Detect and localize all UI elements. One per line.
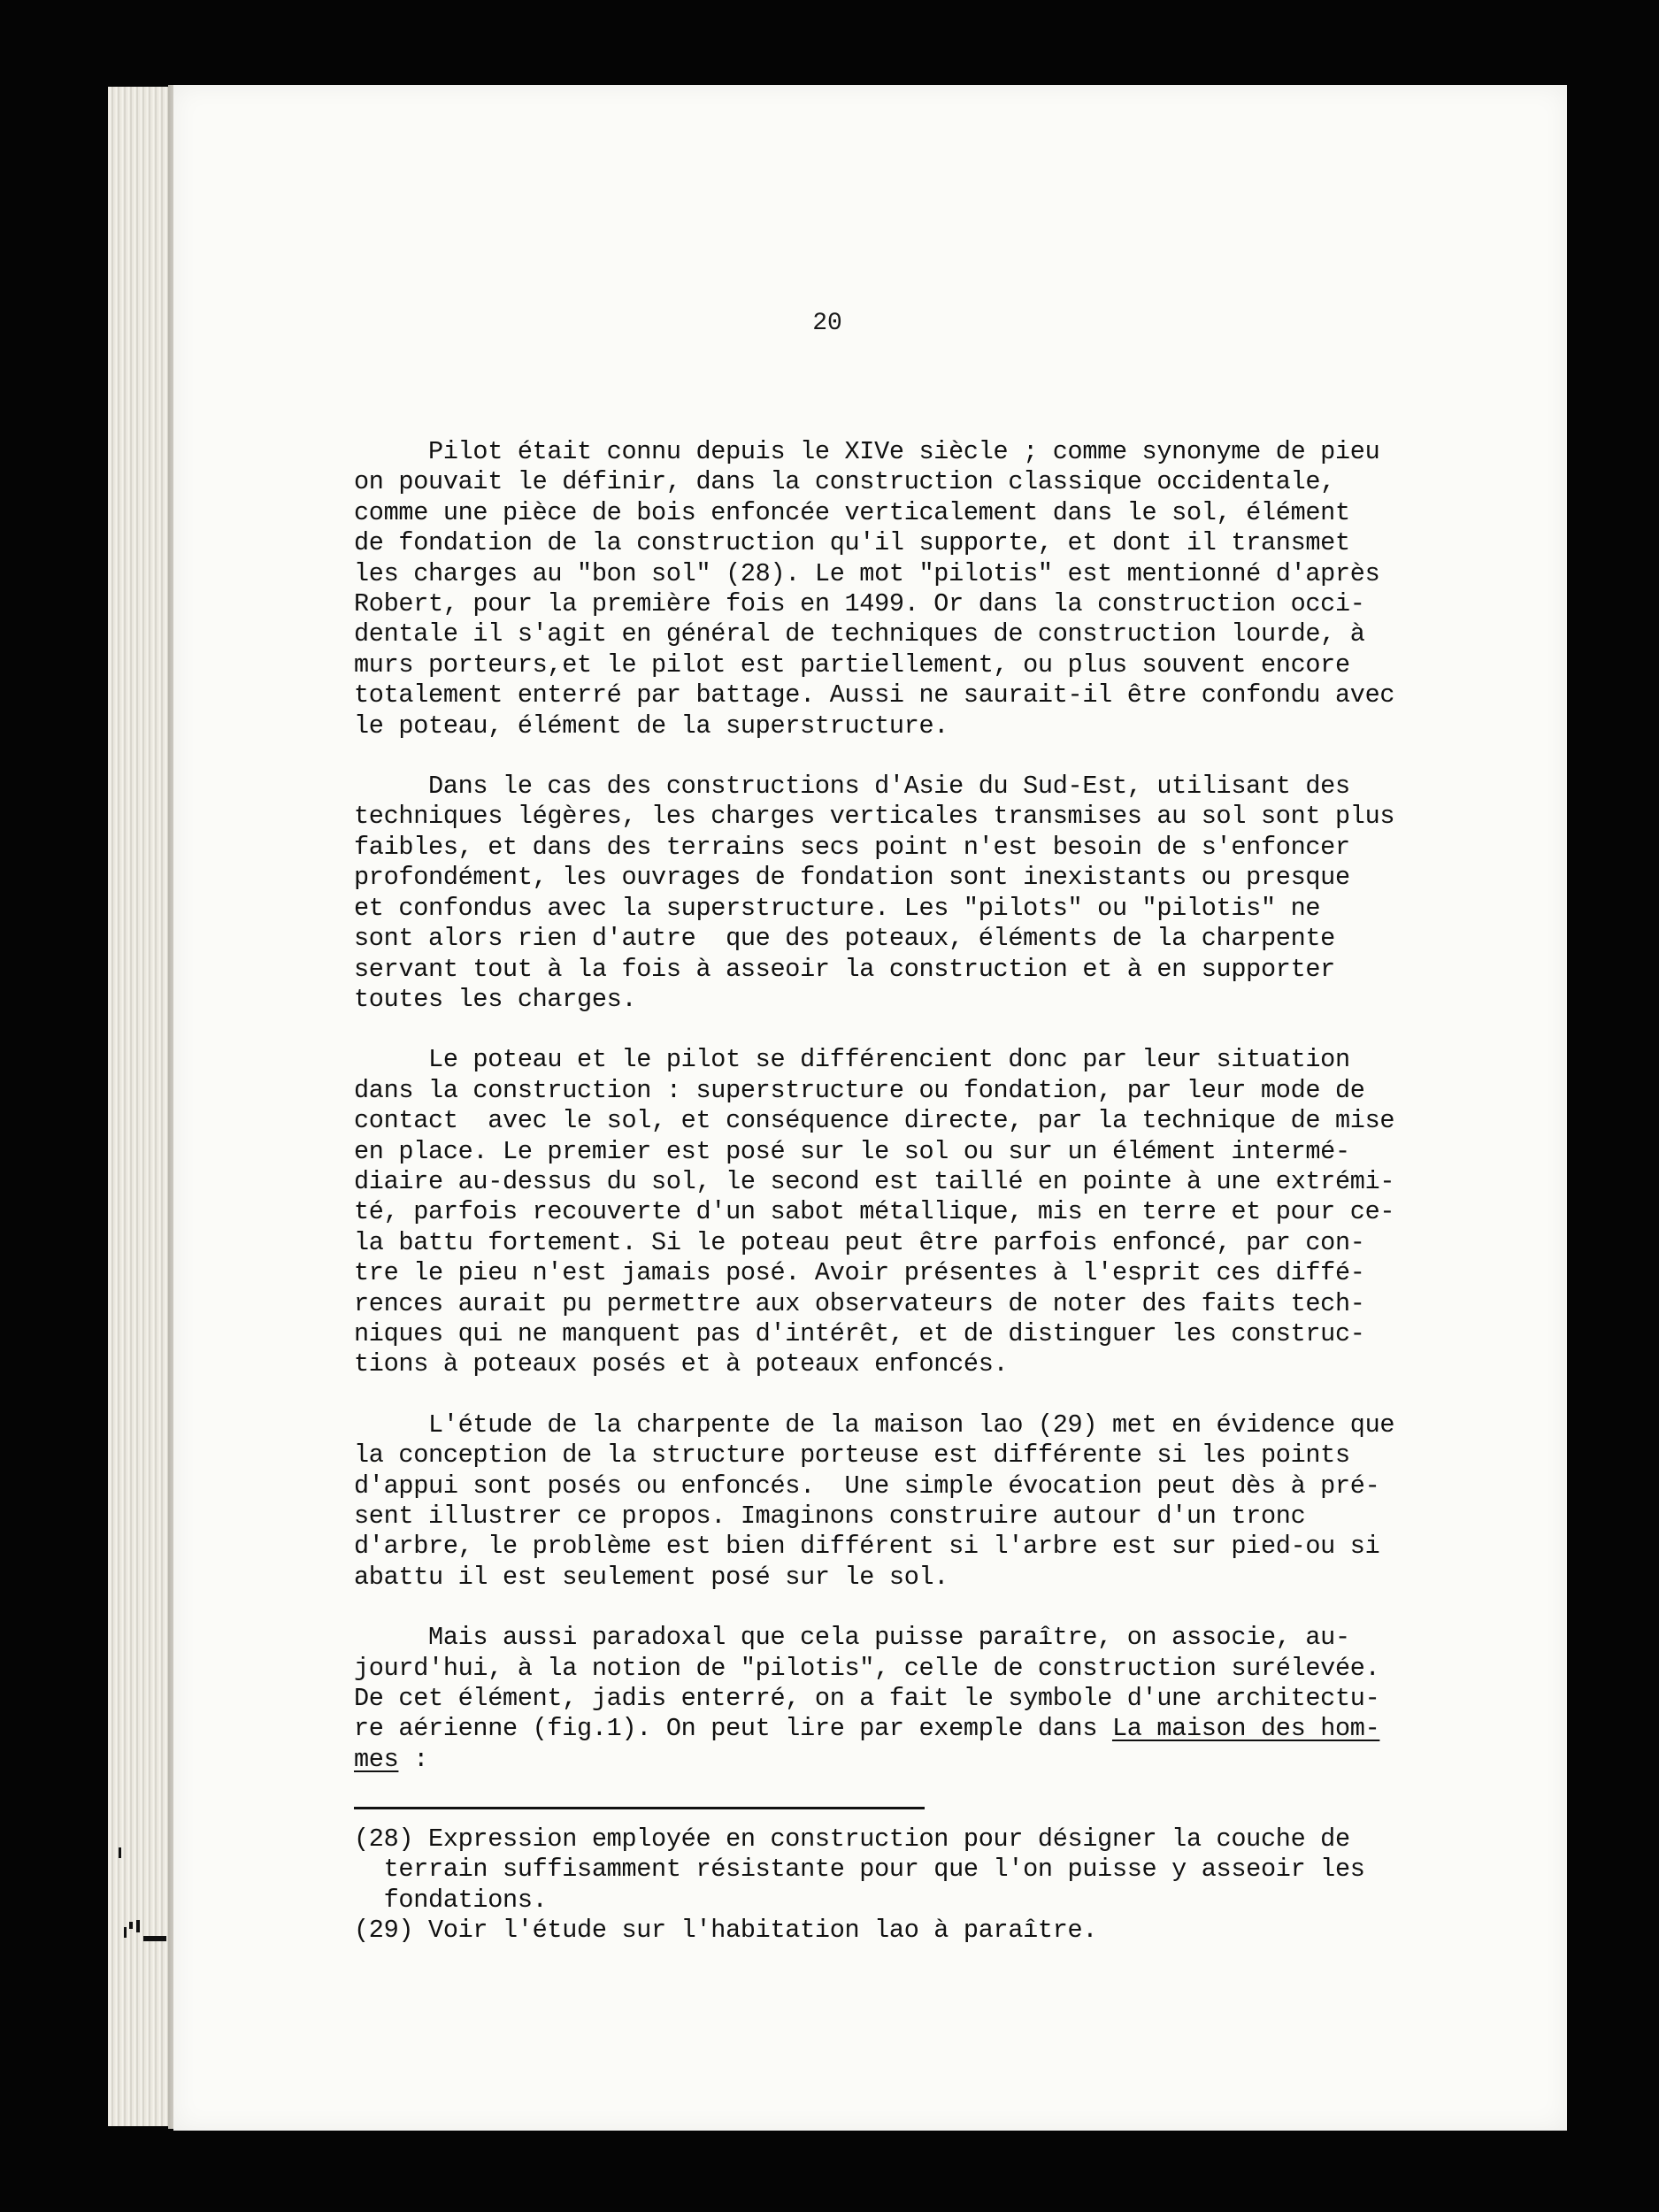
text-line <box>354 1745 1478 1775</box>
text-line: Pilot était connu depuis le XIVe siècle ; comme synonyme de pieu <box>354 437 1380 466</box>
text-line <box>354 1714 1478 1744</box>
text-line: dans la construction : superstructure ou fondation, par leur mode de <box>354 1075 1365 1105</box>
text-line: tions à poteaux posés et à poteaux enfoncés. <box>354 1349 1009 1379</box>
text-line: en place. Le premier est posé sur le sol ou sur un élément intermé- <box>354 1136 1350 1166</box>
footnote-line: terrain suffisamment résistante pour que l'on puisse y asseoir les <box>354 1855 1365 1885</box>
footnote-line: (29) Voir l'étude sur l'habitation lao à paraître. <box>354 1916 1098 1946</box>
footnote-separator <box>354 1807 925 1809</box>
body-text <box>354 437 1478 1805</box>
text-line: toutes les charges. <box>354 984 637 1014</box>
text-line: comme une pièce de bois enfoncée verticalement dans le sol, élément <box>354 497 1350 527</box>
text-line: la battu fortement. Si le poteau peut être parfois enfoncé, par con- <box>354 1227 1365 1257</box>
footnotes <box>354 1824 1478 1947</box>
text-line: diaire au-dessus du sol, le second est taillé en pointe à une extrémi- <box>354 1166 1395 1196</box>
text-line: sent illustrer ce propos. Imaginons construire autour d'un tronc <box>354 1502 1306 1531</box>
text-line: abattu il est seulement posé sur le sol. <box>354 1562 949 1592</box>
footnote-line: fondations. <box>354 1885 548 1915</box>
text-line: et confondus avec la superstructure. Les "pilots" ou "pilotis" ne <box>354 893 1321 923</box>
paragraph-2 <box>354 772 1478 1015</box>
text-line: techniques légères, les charges verticales transmises au sol sont plus <box>354 802 1395 832</box>
paragraph-1 <box>354 437 1478 741</box>
text-line: profondément, les ouvrages de fondation sont inexistants ou presque <box>354 863 1350 893</box>
text-line: de fondation de la construction qu'il supporte, et dont il transmet <box>354 528 1350 558</box>
text-line: totalement enterré par battage. Aussi ne saurait-il être confondu avec <box>354 680 1395 710</box>
text-segment: re aérienne (fig.1). On peut lire par exemple dans <box>354 1714 1112 1744</box>
text-line: Le poteau et le pilot se différencient donc par leur situation <box>354 1045 1350 1075</box>
page-number: 20 <box>812 310 842 337</box>
text-line: L'étude de la charpente de la maison lao (29) met en évidence que <box>354 1409 1395 1440</box>
text-line: la conception de la structure porteuse est différente si les points <box>354 1440 1350 1471</box>
text-line: rences aurait pu permettre aux observateurs de noter des faits tech- <box>354 1288 1365 1318</box>
text-line: servant tout à la fois à asseoir la construction et à en supporter <box>354 954 1335 984</box>
text-line: murs porteurs,et le pilot est partiellement, ou plus souvent encore <box>354 649 1350 680</box>
text-line: jourd'hui, à la notion de "pilotis", celle de construction surélevée. <box>354 1653 1380 1683</box>
text-line: contact avec le sol, et conséquence directe, par la technique de mise <box>354 1106 1395 1136</box>
text-line: té, parfois recouverte d'un sabot métallique, mis en terre et pour ce- <box>354 1197 1395 1227</box>
paragraph-4 <box>354 1410 1478 1593</box>
text-line: niques qui ne manquent pas d'intérêt, et de distinguer les construc- <box>354 1318 1365 1348</box>
text-line: on pouvait le définir, dans la construction classique occidentale, <box>354 467 1335 497</box>
text-line: d'arbre, le problème est bien différent si l'arbre est sur pied-ou si <box>354 1532 1380 1562</box>
text-line: Robert, pour la première fois en 1499. Or dans la construction occi- <box>354 589 1365 619</box>
text-line: tre le pieu n'est jamais posé. Avoir présentes à l'esprit ces diffé- <box>354 1258 1365 1288</box>
book-title-part-1: La maison des hom- <box>1111 1714 1380 1744</box>
edge-marks <box>117 1840 188 1964</box>
text-line: dentale il s'agit en général de techniques de construction lourde, à <box>354 619 1365 649</box>
text-line: sont alors rien d'autre que des poteaux, éléments de la charpente <box>354 924 1335 954</box>
text-line: d'appui sont posés ou enfoncés. Une simple évocation peut dès à pré- <box>354 1471 1380 1501</box>
text-line: De cet élément, jadis enterré, on a fait le symbole d'une architectu- <box>354 1684 1380 1714</box>
book-title-part-2: mes <box>354 1744 399 1774</box>
text-line: faibles, et dans des terrains secs point n'est besoin de s'enfoncer <box>354 832 1350 862</box>
footnote-line: (28) Expression employée en construction pour désigner la couche de <box>354 1824 1350 1854</box>
text-segment: : <box>398 1744 429 1774</box>
paragraph-3 <box>354 1045 1478 1379</box>
text-line: le poteau, élément de la superstructure. <box>354 710 949 741</box>
paragraph-5 <box>354 1623 1478 1775</box>
text-line: les charges au "bon sol" (28). Le mot "pilotis" est mentionné d'après <box>354 558 1380 588</box>
text-line: Dans le cas des constructions d'Asie du Sud-Est, utilisant des <box>354 772 1350 802</box>
text-line: Mais aussi paradoxal que cela puisse paraître, on associe, au- <box>354 1623 1350 1653</box>
